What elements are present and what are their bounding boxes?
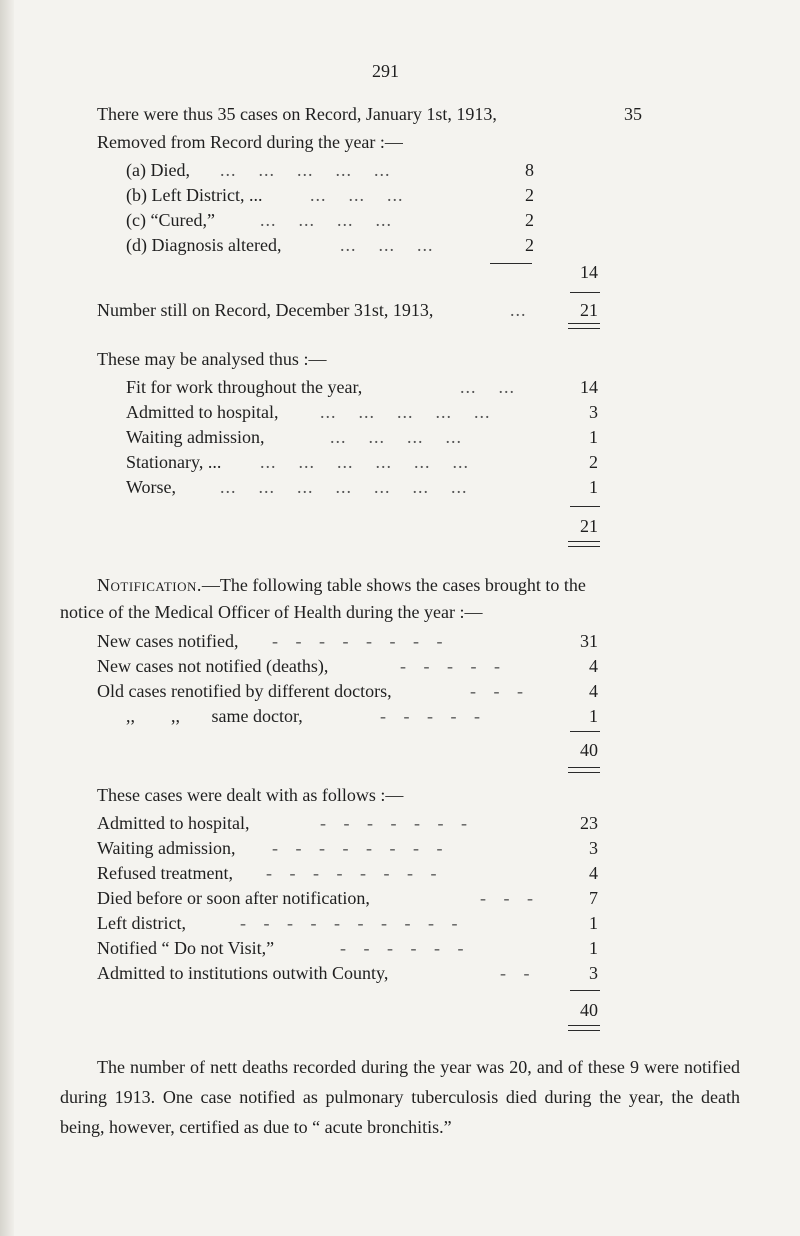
leader-dashes: - - - - - - - -	[272, 631, 444, 651]
notification-item-value: 31	[580, 631, 598, 651]
notification-total: 40	[580, 740, 598, 760]
dealt-item-label: Died before or soon after notification,	[97, 888, 370, 908]
leader-dashes: - - - - - - -	[320, 813, 468, 833]
leader-dots: ... ... ... ... ...	[320, 402, 491, 422]
subtotal-rule	[570, 506, 600, 507]
dealt-item-value: 1	[589, 938, 598, 958]
dealt-item-label: Refused treatment,	[97, 863, 233, 883]
still-value: 21	[580, 300, 598, 320]
leader-dots: ... ... ... ...	[330, 427, 462, 447]
dealt-item-value: 4	[589, 863, 598, 883]
removed-item-label: (b) Left District, ...	[126, 185, 263, 205]
removed-item-label: (c) “Cured,”	[126, 210, 215, 230]
analysis-item-label: Waiting admission,	[126, 427, 265, 447]
analysis-total: 21	[580, 516, 598, 536]
record-intro: There were thus 35 cases on Record, January 1st, 1913,	[97, 104, 497, 124]
notification-item-value: 4	[589, 656, 598, 676]
total-double-rule	[568, 541, 600, 547]
total-double-rule	[568, 767, 600, 773]
subtotal-rule	[570, 731, 600, 732]
leader-dots: ... ... ... ...	[260, 210, 392, 230]
removed-heading: Removed from Record during the year :—	[97, 132, 403, 152]
leader-dots: ... ... ...	[340, 235, 434, 255]
still-on-record: Number still on Record, December 31st, 1913,	[97, 300, 434, 320]
leader-dots: ... ... ... ... ...	[220, 160, 391, 180]
leader-dashes: - - - - - - - - - -	[240, 913, 459, 933]
analysis-item-value: 3	[589, 402, 598, 422]
notification-item-label: New cases not notified (deaths),	[97, 656, 329, 676]
dealt-item-label: Notified “ Do not Visit,”	[97, 938, 275, 958]
removed-item-value: 2	[525, 185, 534, 205]
leader-dashes: - - -	[480, 888, 534, 908]
dealt-item-value: 23	[580, 813, 598, 833]
removed-item-value: 2	[525, 210, 534, 230]
notification-item-label: Old cases renotified by different doctors,	[97, 681, 392, 701]
analysis-item-label: Fit for work throughout the year,	[126, 377, 363, 397]
analysis-item-value: 14	[580, 377, 598, 397]
analysis-item-value: 2	[589, 452, 598, 472]
notification-item-value: 1	[589, 706, 598, 726]
notification-text-line2: notice of the Medical Officer of Health during the year :—	[60, 602, 483, 622]
page-number: 291	[372, 61, 399, 81]
analysis-item-label: Stationary, ...	[126, 452, 222, 472]
leader-dots: ... ... ... ... ... ... ...	[220, 477, 468, 497]
leader-dashes: - - - - - - - -	[272, 838, 444, 858]
notification-first-line	[97, 574, 586, 596]
dealt-item-value: 7	[589, 888, 598, 908]
leader-dots: ... ... ...	[310, 185, 404, 205]
leader-dashes: - - - - - -	[340, 938, 465, 958]
notification-item-label: ,, ,, same doctor,	[126, 706, 303, 726]
dealt-item-label: Admitted to institutions outwith County,	[97, 963, 389, 983]
dealt-item-label: Waiting admission,	[97, 838, 236, 858]
dealt-item-label: Left district,	[97, 913, 186, 933]
removed-item-value: 2	[525, 235, 534, 255]
dealt-total: 40	[580, 1000, 598, 1020]
total-double-rule	[568, 323, 600, 329]
notification-text-line1: —The following table shows the cases brought to the	[201, 575, 586, 595]
leader-dashes: - -	[500, 963, 531, 983]
subtotal-rule	[570, 990, 600, 991]
notification-item-value: 4	[589, 681, 598, 701]
analysis-item-value: 1	[589, 477, 598, 497]
dealt-heading: These cases were dealt with as follows :—	[97, 785, 404, 805]
analysis-item-label: Worse,	[126, 477, 177, 497]
leader-dashes: - - - - - - - -	[266, 863, 438, 883]
dealt-item-value: 3	[589, 963, 598, 983]
leader-dashes: - - - - -	[380, 706, 481, 726]
removed-total: 14	[580, 262, 598, 282]
removed-item-value: 8	[525, 160, 534, 180]
page-binding-shadow	[0, 0, 14, 1236]
removed-item-label: (a) Died,	[126, 160, 190, 180]
leader-dashes: - - -	[470, 681, 524, 701]
leader-dots: ... ... ... ... ... ...	[260, 452, 469, 472]
dealt-item-value: 3	[589, 838, 598, 858]
subtotal-rule	[570, 292, 600, 293]
dealt-item-label: Admitted to hospital,	[97, 813, 250, 833]
notification-lead: Notification.	[97, 575, 202, 595]
leader-dots: ...	[510, 300, 527, 320]
closing-paragraph: The number of nett deaths recorded during the year was 20, and of these 9 were notified during 1913. One case notified as pulmonary tuberculosis died during the year, the death being, however, certified as due to “ acute bronchitis.”	[60, 1057, 740, 1137]
removed-item-label: (d) Diagnosis altered,	[126, 235, 282, 255]
analysis-item-label: Admitted to hospital,	[126, 402, 279, 422]
notification-item-label: New cases notified,	[97, 631, 239, 651]
record-intro-value: 35	[624, 104, 642, 124]
subtotal-rule	[490, 263, 532, 264]
total-double-rule	[568, 1025, 600, 1031]
dealt-item-value: 1	[589, 913, 598, 933]
analysis-heading: These may be analysed thus :—	[97, 349, 327, 369]
analysis-item-value: 1	[589, 427, 598, 447]
leader-dots: ... ...	[460, 377, 515, 397]
leader-dashes: - - - - -	[400, 656, 501, 676]
